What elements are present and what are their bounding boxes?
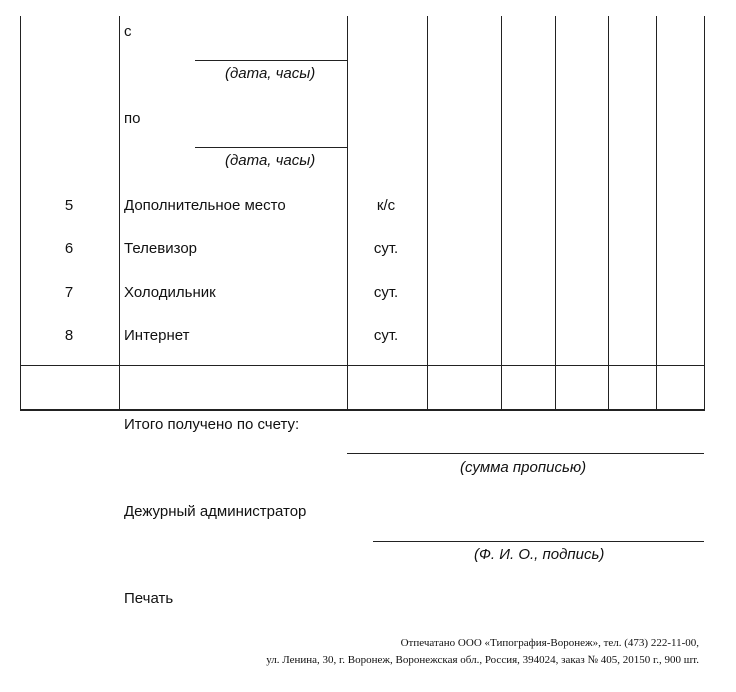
table-border-right: [704, 16, 705, 410]
table-border-left: [20, 16, 21, 410]
period-from-label: с: [124, 23, 132, 40]
row-number: 5: [64, 197, 74, 214]
table-col-divider: [555, 16, 556, 410]
printer-imprint-line1: Отпечатано ООО «Типография-Воронеж», тел. (473) 222-11-00,: [400, 637, 699, 649]
printer-imprint-line2: ул. Ленина, 30, г. Воронеж, Воронежская обл., Россия, 394024, заказ № 405, 20150 г., 900 шт.: [266, 654, 699, 666]
stamp-label: Печать: [124, 590, 174, 607]
duty-administrator-label: Дежурный администратор: [124, 503, 307, 520]
row-unit: сут.: [373, 240, 399, 257]
row-number: 7: [64, 284, 74, 301]
administrator-signature-line: [373, 541, 704, 542]
period-to-label: по: [124, 110, 141, 127]
table-border-bottom: [20, 409, 705, 411]
sum-in-words-hint: (сумма прописью): [460, 459, 587, 476]
table-col-divider: [347, 16, 348, 410]
row-unit: сут.: [373, 327, 399, 344]
period-from-underline: [195, 60, 347, 61]
row-service-name: Телевизор: [124, 240, 198, 257]
row-service-name: Холодильник: [124, 284, 216, 301]
table-col-divider: [656, 16, 657, 410]
row-number: 6: [64, 240, 74, 257]
sum-in-words-line: [347, 453, 704, 454]
row-number: 8: [64, 327, 74, 344]
table-col-divider: [119, 16, 120, 410]
row-service-name: Интернет: [124, 327, 190, 344]
table-row-divider: [20, 365, 705, 366]
row-service-name: Дополнительное место: [124, 197, 286, 214]
table-col-divider: [501, 16, 502, 410]
period-from-hint: (дата, часы): [225, 65, 316, 82]
table-col-divider: [608, 16, 609, 410]
table-col-divider: [427, 16, 428, 410]
total-received-label: Итого получено по счету:: [124, 416, 300, 433]
period-to-hint: (дата, часы): [225, 152, 316, 169]
administrator-signature-hint: (Ф. И. О., подпись): [474, 546, 605, 563]
period-to-underline: [195, 147, 347, 148]
row-unit: к/с: [376, 197, 396, 214]
row-unit: сут.: [373, 284, 399, 301]
